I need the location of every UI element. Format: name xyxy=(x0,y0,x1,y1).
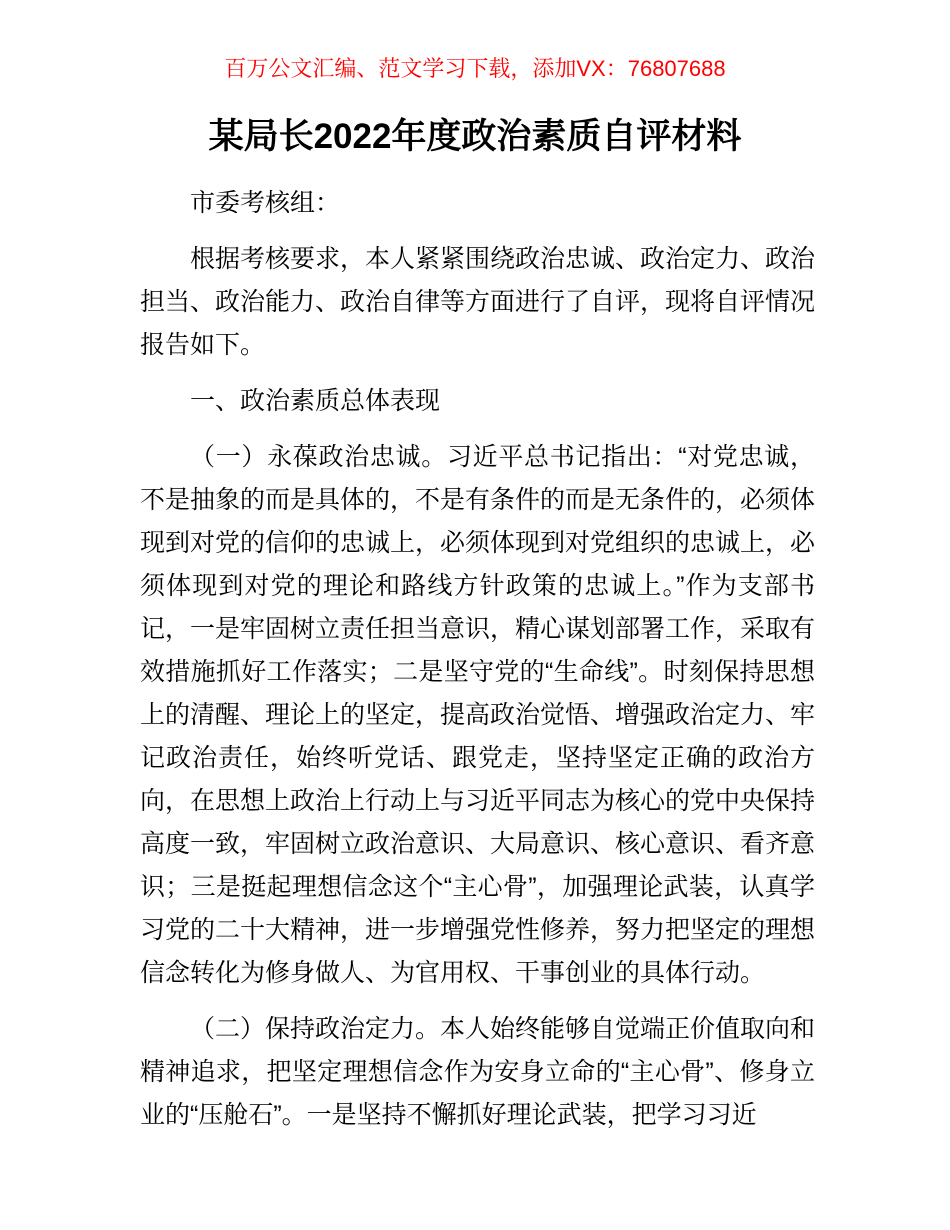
paragraph-political-loyalty: （一）永葆政治忠诚。习近平总书记指出：“对党忠诚，不是抽象的而是具体的，不是有条件的而是无条件的，必须体现到对党的信仰的忠诚上，必须体现到对党组织的忠诚上，必须体现到对党的理论和路线方针政策的忠诚上。”作为支部书记，一是牢固树立责任担当意识，精心谋划部署工作，采取有效措施抓好工作落实；二是坚守党的“生命线”。时刻保持思想上的清醒、理论上的坚定，提高政治觉悟、增强政治定力、牢记政治责任，始终听党话、跟党走，坚持坚定正确的政治方向，在思想上政治上行动上与习近平同志为核心的党中央保持高度一致，牢固树立政治意识、大局意识、核心意识、看齐意识；三是挺起理想信念这个“主心骨”，加强理论武装，认真学习党的二十大精神，进一步增强党性修养，努力把坚定的理想信念转化为修身做人、为官用权、干事创业的具体行动。 xyxy=(140,443,816,988)
intro-paragraph: 根据考核要求，本人紧紧围绕政治忠诚、政治定力、政治担当、政治能力、政治自律等方面进行了自评，现将自评情况报告如下。 xyxy=(140,245,816,360)
section-heading-overall-performance: 一、政治素质总体表现 xyxy=(190,387,441,416)
document-body xyxy=(140,182,815,1137)
paragraph-political-stability: （二）保持政治定力。本人始终能够自觉端正价值取向和精神追求，把坚定理想信念作为安身立命的“主心骨”、修身立业的“压舱石”。一是坚持不懈抓好理论武装，把学习习近 xyxy=(140,1015,816,1130)
document-title: 某局长2022年度政治素质自评材料 xyxy=(208,117,742,156)
salutation-line: 市委考核组： xyxy=(190,189,341,218)
promo-header-note: 百万公文汇编、范文学习下载，添加VX：76807688 xyxy=(224,56,726,81)
